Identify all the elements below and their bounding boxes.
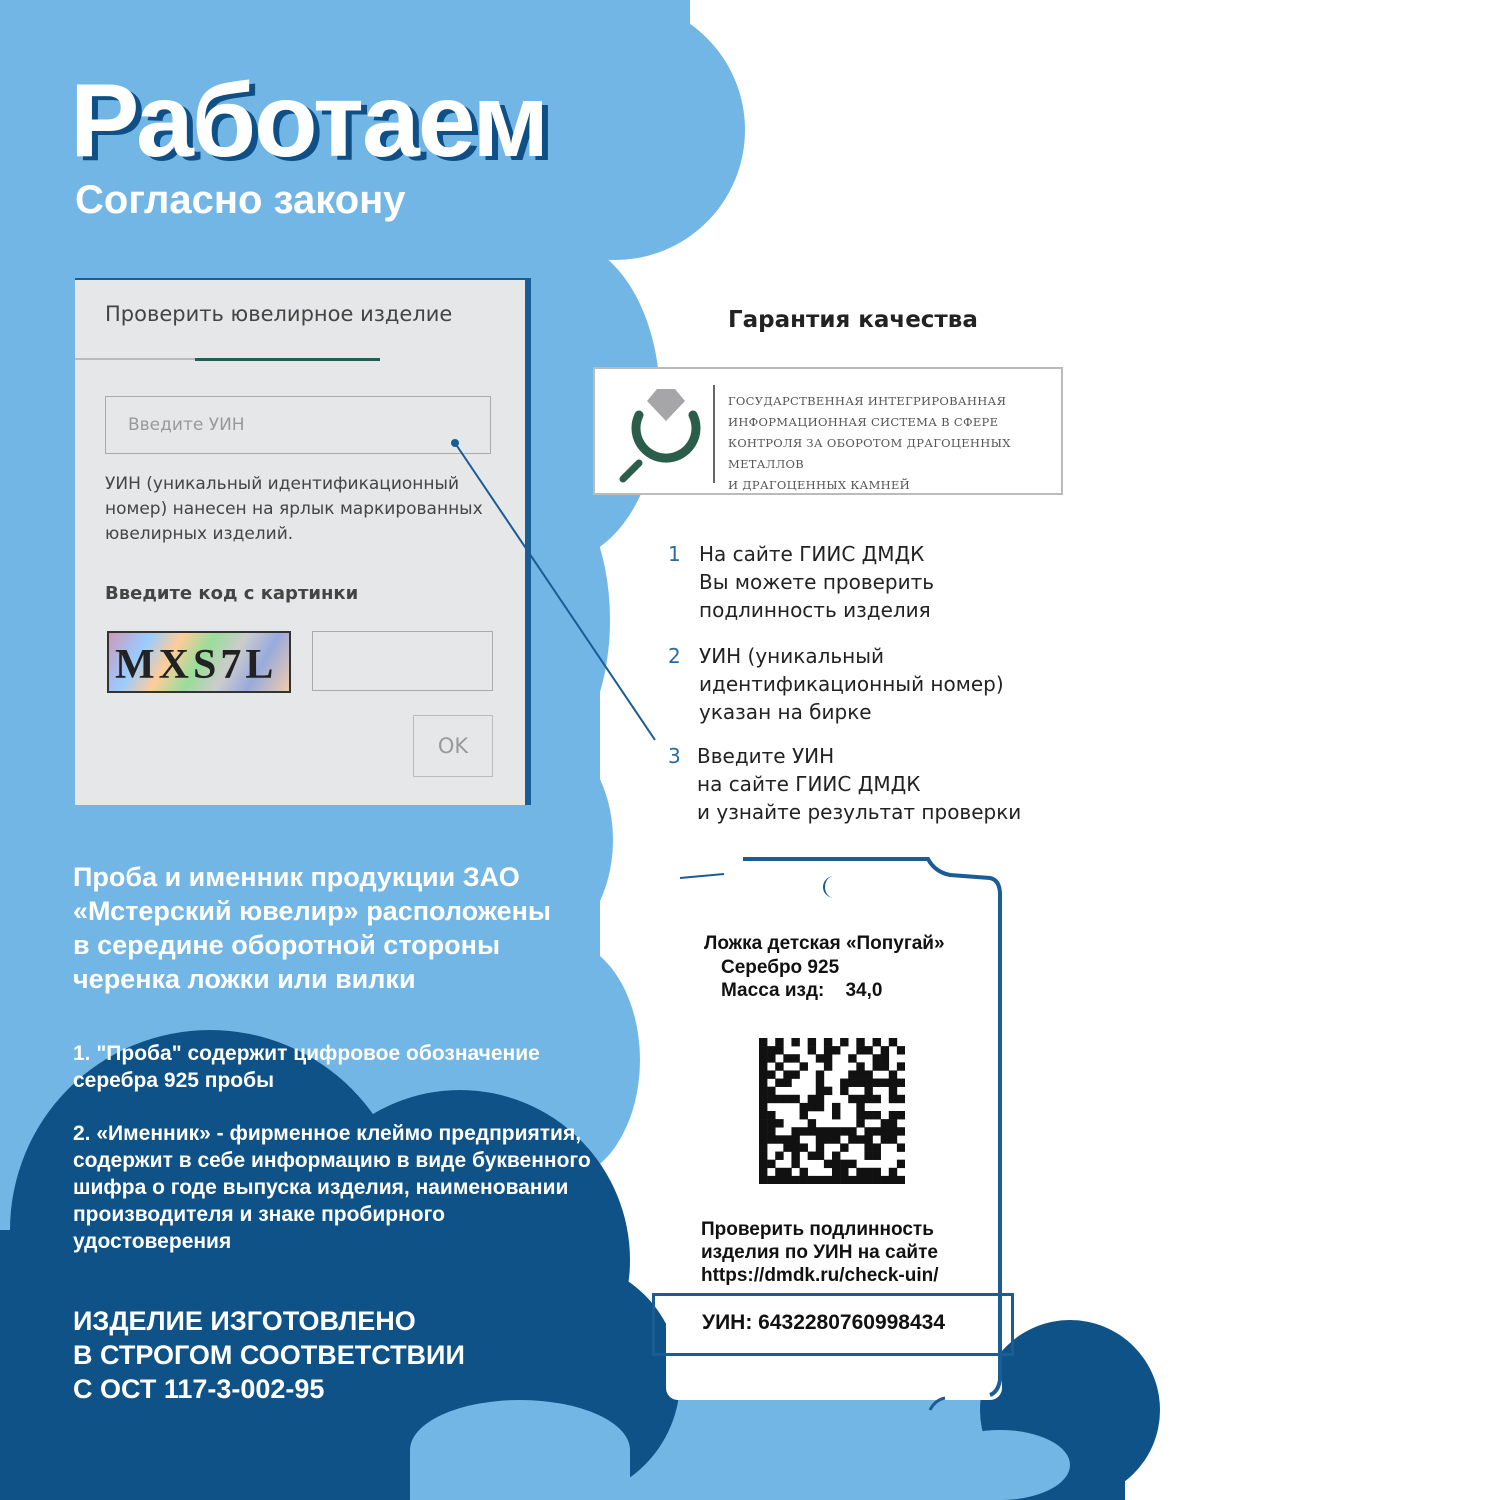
text-line: «Мстерский ювелир» расположены [73,896,551,926]
text-line: серебра 925 пробы [73,1069,275,1092]
datamatrix-module [759,1176,767,1184]
text-line: шифра о годе выпуска изделия, наименовании [73,1176,569,1199]
datamatrix-module [840,1038,848,1046]
logo-line: ГОСУДАРСТВЕННАЯ ИНТЕГРИРОВАННАЯ [728,394,1007,408]
datamatrix-module [873,1038,881,1046]
datamatrix-module [816,1152,824,1160]
datamatrix-module [856,1135,864,1143]
datamatrix-module [873,1062,881,1070]
datamatrix-module [832,1160,840,1168]
datamatrix-module [767,1127,775,1135]
datamatrix-module [775,1135,783,1143]
datamatrix-module [759,1168,767,1176]
datamatrix-module [889,1038,897,1046]
tag-hole-icon [823,876,834,898]
text-line: С ОСТ 117-3-002-95 [73,1374,325,1404]
datamatrix-module [848,1160,856,1168]
mass-value: 34,0 [845,980,883,1001]
datamatrix-module [816,1087,824,1095]
datamatrix-module [816,1095,824,1103]
logo-line: ИНФОРМАЦИОННАЯ СИСТЕМА В СФЕРЕ [728,415,999,429]
datamatrix-module [791,1054,799,1062]
datamatrix-module [864,1079,872,1087]
datamatrix-module [816,1103,824,1111]
datamatrix-module [824,1176,832,1184]
datamatrix-module [775,1176,783,1184]
datamatrix-module [889,1070,897,1078]
datamatrix-module [759,1152,767,1160]
step-line: подлинность изделия [699,598,931,622]
datamatrix-module [808,1038,816,1046]
datamatrix-module [897,1095,905,1103]
datamatrix-module [767,1119,775,1127]
datamatrix-module [856,1176,864,1184]
datamatrix-module [816,1143,824,1151]
datamatrix-module [873,1127,881,1135]
logo-line: КОНТРОЛЯ ЗА ОБОРОТОМ ДРАГОЦЕННЫХ МЕТАЛЛОВ [728,436,1011,471]
datamatrix-module [775,1152,783,1160]
step-line: на сайте ГИИС ДМДК [697,772,921,796]
text-line: 2. «Именник» - фирменное клеймо предприятия, [73,1122,582,1145]
datamatrix-module [775,1168,783,1176]
datamatrix-module [864,1152,872,1160]
product-metal: Серебро 925 [721,957,840,978]
datamatrix-module [864,1168,872,1176]
form-title: Проверить ювелирное изделие [105,302,453,326]
datamatrix-module [767,1054,775,1062]
datamatrix-module [816,1135,824,1143]
datamatrix-module [791,1176,799,1184]
datamatrix-module [856,1038,864,1046]
datamatrix-module [889,1119,897,1127]
datamatrix-module [848,1054,856,1062]
datamatrix-module [759,1143,767,1151]
uin-value: УИН: 6432280760998434 [702,1311,946,1334]
datamatrix-module [775,1062,783,1070]
datamatrix-module [881,1135,889,1143]
text-line: Проверить подлинность [701,1219,934,1240]
mass-label: Масса изд: [721,980,825,1001]
datamatrix-module [816,1079,824,1087]
datamatrix-module [791,1135,799,1143]
datamatrix-module [783,1135,791,1143]
datamatrix-module [889,1095,897,1103]
datamatrix-module [873,1176,881,1184]
datamatrix-module [759,1046,767,1054]
datamatrix-module [864,1070,872,1078]
datamatrix-module [840,1168,848,1176]
datamatrix-module [824,1087,832,1095]
datamatrix-module [759,1054,767,1062]
datamatrix-module [832,1135,840,1143]
datamatrix-module [783,1176,791,1184]
text-line: ИЗДЕЛИЕ ИЗГОТОВЛЕНО [73,1306,416,1336]
step-line: На сайте ГИИС ДМДК [699,542,925,566]
datamatrix-module [864,1176,872,1184]
step-line: идентификационный номер) [699,672,1004,696]
page-title: Работаем [70,63,548,179]
datamatrix-module [840,1087,848,1095]
text-line: изделия по УИН на сайте [701,1242,938,1263]
datamatrix-module [832,1103,840,1111]
datamatrix-module [889,1176,897,1184]
datamatrix-module [775,1038,783,1046]
datamatrix-module [759,1087,767,1095]
datamatrix-module [848,1135,856,1143]
datamatrix-module [881,1062,889,1070]
datamatrix-module [873,1152,881,1160]
datamatrix-module [873,1079,881,1087]
datamatrix-module [791,1038,799,1046]
datamatrix-module [791,1095,799,1103]
datamatrix-module [848,1079,856,1087]
datamatrix-module [873,1095,881,1103]
datamatrix-module [767,1135,775,1143]
datamatrix-module [864,1046,872,1054]
datamatrix-module [873,1168,881,1176]
datamatrix-module [759,1127,767,1135]
datamatrix-module [897,1046,905,1054]
datamatrix-module [816,1176,824,1184]
datamatrix-module [800,1127,808,1135]
datamatrix-module [816,1127,824,1135]
datamatrix-module [808,1176,816,1184]
datamatrix-module [897,1176,905,1184]
datamatrix-module [759,1103,767,1111]
datamatrix-module [889,1127,897,1135]
datamatrix-module [759,1111,767,1119]
datamatrix-module [856,1103,864,1111]
datamatrix-module [775,1095,783,1103]
datamatrix-module [840,1143,848,1151]
datamatrix-module [832,1046,840,1054]
datamatrix-module [897,1111,905,1119]
datamatrix-module [856,1119,864,1127]
datamatrix-module [767,1070,775,1078]
datamatrix-module [881,1127,889,1135]
datamatrix-module [824,1054,832,1062]
datamatrix-module [800,1168,808,1176]
step-number: 2 [668,644,681,668]
datamatrix-module [873,1054,881,1062]
datamatrix-module [881,1176,889,1184]
datamatrix-module [767,1176,775,1184]
step-line: УИН (уникальный [699,644,885,668]
guarantee-title: Гарантия качества [728,307,978,333]
datamatrix-module [897,1160,905,1168]
datamatrix-module [816,1070,824,1078]
datamatrix-module [775,1119,783,1127]
datamatrix-module [775,1046,783,1054]
datamatrix-module [824,1135,832,1143]
datamatrix-module [816,1054,824,1062]
product-name: Ложка детская «Попугай» [704,933,945,954]
datamatrix-module [889,1079,897,1087]
datamatrix-module [808,1103,816,1111]
datamatrix-module [808,1095,816,1103]
datamatrix-module [881,1119,889,1127]
logo-line: И ДРАГОЦЕННЫХ КАМНЕЙ [728,478,910,492]
datamatrix-module [856,1168,864,1176]
datamatrix-module [791,1127,799,1135]
page-subtitle: Согласно закону [75,178,406,222]
datamatrix-module [800,1111,808,1119]
datamatrix-module [824,1127,832,1135]
ok-button[interactable]: OK [413,715,493,777]
datamatrix-module [783,1168,791,1176]
datamatrix-module [881,1054,889,1062]
datamatrix-module [864,1111,872,1119]
datamatrix-module [759,1135,767,1143]
datamatrix-module [767,1087,775,1095]
datamatrix-module [824,1046,832,1054]
datamatrix-module [759,1160,767,1168]
datamatrix-module [840,1079,848,1087]
datamatrix-module [840,1127,848,1135]
datamatrix-module [791,1070,799,1078]
datamatrix-module [824,1038,832,1046]
text-line: Проба и именник продукции ЗАО [73,862,520,892]
datamatrix-module [767,1160,775,1168]
datamatrix-module [897,1079,905,1087]
step-line: Вы можете проверить [699,570,935,594]
datamatrix-module [759,1070,767,1078]
captcha-label: Введите код с картинки [105,583,359,604]
datamatrix-module [783,1054,791,1062]
datamatrix-module [783,1095,791,1103]
datamatrix-module [832,1111,840,1119]
datamatrix-module [848,1176,856,1184]
datamatrix-module [864,1087,872,1095]
datamatrix-module [808,1127,816,1135]
datamatrix-module [767,1095,775,1103]
datamatrix-module [881,1046,889,1054]
datamatrix-module [889,1111,897,1119]
datamatrix-module [824,1160,832,1168]
datamatrix-module [873,1143,881,1151]
datamatrix-module [864,1095,872,1103]
datamatrix-module [889,1135,897,1143]
datamatrix-module [864,1143,872,1151]
text-line: удостоверения [73,1230,232,1253]
text-line: В СТРОГОМ СООТВЕТСТВИИ [73,1340,465,1370]
step-number: 3 [668,744,681,768]
datamatrix-module [783,1079,791,1087]
datamatrix-module [808,1152,816,1160]
datamatrix-module [759,1119,767,1127]
datamatrix-module [791,1160,799,1168]
datamatrix-module [848,1127,856,1135]
datamatrix-module [856,1070,864,1078]
datamatrix-module [791,1143,799,1151]
datamatrix-module [824,1062,832,1070]
datamatrix-module [897,1062,905,1070]
datamatrix-module [759,1062,767,1070]
text-line: черенка ложки или вилки [73,964,416,994]
step-line: и узнайте результат проверки [697,800,1022,824]
datamatrix-module [873,1111,881,1119]
step-line: указан на бирке [699,700,872,724]
datamatrix-module [800,1062,808,1070]
text-line: производителя и знаке пробирного [73,1203,445,1226]
datamatrix-module [864,1135,872,1143]
datamatrix-module [881,1079,889,1087]
datamatrix-module [848,1070,856,1078]
datamatrix-code [759,1038,905,1184]
datamatrix-module [889,1087,897,1095]
datamatrix-module [889,1168,897,1176]
datamatrix-module [840,1160,848,1168]
datamatrix-module [791,1152,799,1160]
datamatrix-module [856,1079,864,1087]
datamatrix-module [775,1079,783,1087]
text-line: в середине оборотной стороны [73,930,501,960]
datamatrix-module [800,1176,808,1184]
datamatrix-module [856,1062,864,1070]
datamatrix-module [856,1095,864,1103]
datamatrix-module [832,1127,840,1135]
datamatrix-module [848,1095,856,1103]
datamatrix-module [897,1143,905,1151]
datamatrix-module [800,1103,808,1111]
datamatrix-module [856,1111,864,1119]
step-line: Введите УИН [697,744,835,768]
datamatrix-module [897,1127,905,1135]
uin-help-text: УИН (уникальный идентификационный номер) нанесен на ярлык маркированных ювелирных изделий. [105,474,483,544]
datamatrix-module [759,1095,767,1103]
datamatrix-module [767,1046,775,1054]
datamatrix-module [808,1046,816,1054]
datamatrix-module [840,1176,848,1184]
datamatrix-module [856,1046,864,1054]
datamatrix-module [832,1152,840,1160]
datamatrix-module [800,1143,808,1151]
datamatrix-module [759,1079,767,1087]
datamatrix-module [759,1038,767,1046]
datamatrix-module [808,1119,816,1127]
captcha-text: MXS7L [115,642,278,688]
datamatrix-module [767,1111,775,1119]
step-number: 1 [668,542,681,566]
datamatrix-module [864,1127,872,1135]
datamatrix-module [832,1176,840,1184]
datamatrix-module [832,1168,840,1176]
uin-box [652,1293,1014,1356]
datamatrix-module [783,1070,791,1078]
text-line: 1. "Проба" содержит цифровое обозначение [73,1042,540,1065]
text-line: содержит в себе информацию в виде буквенного [73,1149,591,1172]
text-line: https://dmdk.ru/check-uin/ [701,1265,939,1286]
datamatrix-module [783,1143,791,1151]
